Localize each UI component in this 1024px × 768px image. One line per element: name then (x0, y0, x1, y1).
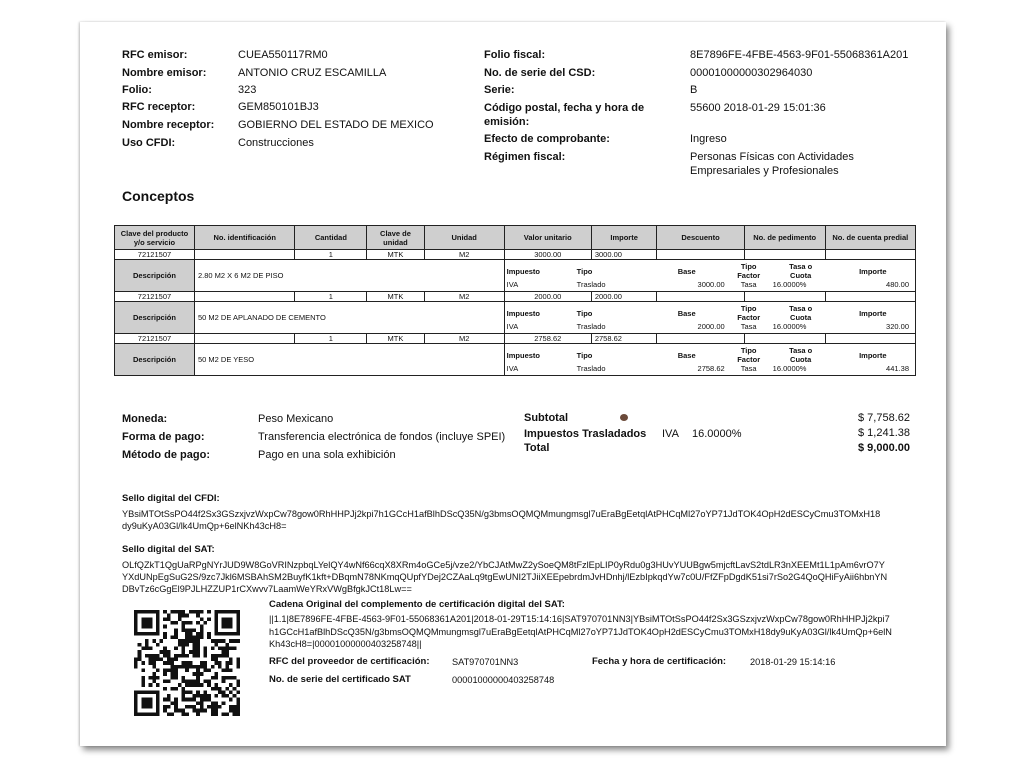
rfc-proveedor-label: RFC del proveedor de certificación: (269, 656, 430, 667)
iva-label: IVA (662, 428, 679, 440)
header-left-value-4: GOBIERNO DEL ESTADO DE MEXICO (238, 119, 434, 131)
tax-base: 2000.00 (697, 322, 725, 331)
sello-cfdi-line2: dy9uKyA03Gl/lk4UmQp+6elNKh43cH8= (122, 521, 287, 531)
total-value: $ 9,000.00 (858, 442, 910, 454)
tax-tipo-factor-header: Tipo Factor (737, 262, 761, 280)
descripcion-label: Descripción (115, 302, 195, 334)
sello-cfdi-label: Sello digital del CFDI: (122, 493, 220, 504)
item-importe: 2758.62 (591, 334, 657, 344)
cp-fecha-label-line1: Código postal, fecha y hora de (484, 102, 645, 114)
serie-label: Serie: (484, 84, 515, 96)
tax-tasa: 16.0000% (772, 280, 807, 289)
payment-label-1: Forma de pago: (122, 431, 205, 443)
item-descripcion: 50 M2 DE YESO (194, 344, 504, 376)
tax-tasa: 16.0000% (772, 322, 807, 331)
header-left-label-1: Nombre emisor: (122, 67, 207, 79)
descripcion-label: Descripción (115, 260, 195, 292)
impuestos-value: $ 1,241.38 (858, 427, 910, 439)
tax-tipo-factor-header: Tipo Factor (737, 346, 761, 364)
rfc-proveedor-value: SAT970701NN3 (452, 657, 519, 667)
tax-tipo: Traslado (576, 364, 606, 373)
header-left-value-5: Construcciones (238, 137, 314, 149)
ink-mark (620, 414, 628, 421)
item-valor-unitario: 2000.00 (504, 292, 591, 302)
col-cuenta-predial-header: No. de cuenta predial (825, 226, 915, 250)
tax-tipo-factor: Tasa (740, 322, 757, 331)
col-no-id-header: No. identificación (194, 226, 295, 250)
col-cantidad-header: Cantidad (295, 226, 367, 250)
item-unidad: M2 (424, 334, 504, 344)
item-tax-cell (504, 344, 915, 376)
conceptos-title: Conceptos (122, 188, 195, 204)
item-cuenta-predial (825, 250, 915, 260)
descripcion-label: Descripción (115, 344, 195, 376)
tax-importe: 320.00 (886, 322, 909, 331)
qr-code-image (134, 610, 240, 716)
cadena-original-label: Cadena Original del complemento de certificación digital del SAT: (269, 599, 565, 610)
conceptos-table (114, 225, 916, 376)
item-detail-row (115, 260, 916, 292)
tax-importe: 441.38 (886, 364, 909, 373)
item-no-id (194, 292, 295, 302)
header-left-value-0: CUEA550117RM0 (238, 49, 328, 61)
item-tax-cell (504, 260, 915, 292)
invoice-page (80, 22, 946, 746)
payment-label-2: Método de pago: (122, 449, 210, 461)
tax-impuesto-header: Impuesto (506, 308, 541, 318)
tax-impuesto: IVA (506, 280, 519, 289)
tax-tipo-factor: Tasa (740, 280, 757, 289)
header-left-label-5: Uso CFDI: (122, 137, 176, 149)
item-importe: 3000.00 (591, 250, 657, 260)
col-descuento-header: Descuento (657, 226, 744, 250)
fecha-certificacion-value: 2018-01-29 15:14:16 (750, 657, 836, 667)
tax-tipo-factor: Tasa (740, 364, 757, 373)
header-left-label-0: RFC emisor: (122, 49, 188, 61)
tax-base: 2758.62 (697, 364, 725, 373)
tax-importe: 480.00 (886, 280, 909, 289)
header-left-value-3: GEM850101BJ3 (238, 101, 319, 113)
tax-base-header: Base (677, 266, 696, 276)
header-left-label-3: RFC receptor: (122, 101, 196, 113)
tax-base-header: Base (677, 350, 696, 360)
tax-impuesto-header: Impuesto (506, 350, 541, 360)
tax-importe-header: Importe (859, 350, 887, 360)
item-row (115, 334, 916, 344)
payment-value-0: Peso Mexicano (258, 413, 334, 425)
fecha-certificacion-label: Fecha y hora de certificación: (592, 656, 727, 667)
sello-sat-label: Sello digital del SAT: (122, 544, 215, 555)
regimen-value-line1: Personas Físicas con Actividades (690, 151, 854, 163)
col-unidad-header: Unidad (424, 226, 504, 250)
item-clave: 72121507 (115, 334, 195, 344)
tax-base-header: Base (677, 308, 696, 318)
tax-impuesto: IVA (506, 364, 519, 373)
item-clave-unidad: MTK (367, 292, 424, 302)
item-descuento (657, 250, 744, 260)
tax-tipo: Traslado (576, 280, 606, 289)
item-tax-table (505, 346, 915, 373)
item-clave-unidad: MTK (367, 250, 424, 260)
item-cantidad: 1 (295, 334, 367, 344)
item-detail-row (115, 344, 916, 376)
col-importe-header: Importe (591, 226, 657, 250)
serie-value: B (690, 84, 698, 96)
item-descuento (657, 334, 744, 344)
item-descripcion: 50 M2 DE APLANADO DE CEMENTO (194, 302, 504, 334)
item-unidad: M2 (424, 292, 504, 302)
item-descripcion: 2.80 M2 X 6 M2 DE PISO (194, 260, 504, 292)
col-clave-header: Clave del producto y/o servicio (115, 226, 195, 250)
item-tax-cell (504, 302, 915, 334)
regimen-value-line2: Empresariales y Profesionales (690, 165, 839, 177)
item-cuenta-predial (825, 334, 915, 344)
tax-impuesto-header: Impuesto (506, 266, 541, 276)
payment-label-0: Moneda: (122, 413, 168, 425)
item-row (115, 292, 916, 302)
tax-tasa: 16.0000% (772, 364, 807, 373)
folio-fiscal-label: Folio fiscal: (484, 49, 546, 61)
tax-tipo-header: Tipo (576, 350, 593, 360)
payment-value-1: Transferencia electrónica de fondos (incluye SPEI) (258, 431, 506, 443)
item-cantidad: 1 (295, 250, 367, 260)
serie-csd-label: No. de serie del CSD: (484, 67, 596, 79)
tax-base: 3000.00 (697, 280, 725, 289)
cp-fecha-value: 55600 2018-01-29 15:01:36 (690, 102, 826, 114)
tax-tasa-header: Tasa o Cuota (789, 346, 813, 364)
item-pedimento (744, 334, 825, 344)
subtotal-value: $ 7,758.62 (858, 412, 910, 424)
iva-rate: 16.0000% (692, 428, 742, 440)
header-left-value-1: ANTONIO CRUZ ESCAMILLA (238, 67, 387, 79)
sello-cfdi-line1: YBsiMTOtSsPO44f2Sx3GSzxjvzWxpCw78gow0RhHHPJj2kpi7h1GCcH1afBlhDScQ35N/g3bmsOQMQMmungmsgl7uEraBgEetqlAtPHCqMl27oYP71JdTOK4OpH2dESCyCmu3TOMxH18 (122, 509, 881, 519)
tax-tipo-header: Tipo (576, 308, 593, 318)
item-importe: 2000.00 (591, 292, 657, 302)
item-clave: 72121507 (115, 292, 195, 302)
tax-tasa-header: Tasa o Cuota (789, 304, 813, 322)
tax-tipo-factor-header: Tipo Factor (737, 304, 761, 322)
tax-impuesto: IVA (506, 322, 519, 331)
regimen-label: Régimen fiscal: (484, 151, 566, 163)
item-no-id (194, 250, 295, 260)
serie-csd-value: 00001000000302964030 (690, 67, 813, 79)
sello-sat-line1: OLfQZkT1QgUaRPgNYrJUD9W8GoVRINzpbqLYelQY4wNf66cqX8XRm4oGCe5j/vze2/YbCJAtMwZ2ySoeQM8tFzlEpLIP0yRdu0g3HUvYUUBgw5mjcftLavS2tdLR3nXEEMt1L1pAm6vrO7Y (122, 560, 885, 570)
folio-fiscal-value: 8E7896FE-4FBE-4563-9F01-55068361A201 (690, 49, 909, 61)
efecto-label: Efecto de comprobante: (484, 133, 610, 145)
col-valor-unitario-header: Valor unitario (504, 226, 591, 250)
item-cantidad: 1 (295, 292, 367, 302)
item-pedimento (744, 250, 825, 260)
subtotal-label: Subtotal (524, 412, 568, 424)
serie-certificado-sat-value: 00001000000403258748 (452, 675, 555, 685)
col-pedimento-header: No. de pedimento (744, 226, 825, 250)
efecto-value: Ingreso (690, 133, 727, 145)
item-cuenta-predial (825, 292, 915, 302)
serie-certificado-sat-label: No. de serie del certificado SAT (269, 674, 411, 685)
item-unidad: M2 (424, 250, 504, 260)
sello-sat-line2: YXdUNpEgSuG2S/9zc7Jkl6MSBAhSM2BuyfK1kft+DBqmN78NKmqQUpfYDej2CZAaLq9tgEwUNI2TJiiXEEpebrdmJvHDnhj/lEzbIpkqdYw7c0U/FfZFpDgdK51si7rSo2G4QoQHiFyAii6hbnYN (122, 572, 888, 582)
tax-tipo: Traslado (576, 322, 606, 331)
item-row (115, 250, 916, 260)
total-label: Total (524, 442, 550, 454)
cp-fecha-label-line2: emisión: (484, 116, 530, 128)
header-left-label-4: Nombre receptor: (122, 119, 215, 131)
table-header-row (115, 226, 916, 250)
item-descuento (657, 292, 744, 302)
cadena-original-line3: Kh43cH8=|00001000000403258748|| (269, 639, 422, 649)
item-tax-table (505, 262, 915, 289)
tax-importe-header: Importe (859, 266, 887, 276)
item-clave-unidad: MTK (367, 334, 424, 344)
tax-tipo-header: Tipo (576, 266, 593, 276)
item-pedimento (744, 292, 825, 302)
item-detail-row (115, 302, 916, 334)
item-tax-table (505, 304, 915, 331)
sello-sat-line3: DBvTz6cGgEl9PJLHZZUP1rCXwvv7LaamWeYRxVWgBfgkJCt18Lw== (122, 584, 412, 594)
tax-importe-header: Importe (859, 308, 887, 318)
item-valor-unitario: 3000.00 (504, 250, 591, 260)
item-no-id (194, 334, 295, 344)
item-clave: 72121507 (115, 250, 195, 260)
cadena-original-line2: h1GCcH1afBlhDScQ35N/g3bmsOQMQMmungmsgl7uEraBgEetqlAtPHCqMl27oYP71JdTOK4OpH2dESCyCmu3TOMxH18dy9uKyA03Gl/lk4UmQp+6elN (269, 627, 892, 637)
header-left-label-2: Folio: (122, 84, 152, 96)
payment-value-2: Pago en una sola exhibición (258, 449, 396, 461)
cadena-original-line1: ||1.1|8E7896FE-4FBE-4563-9F01-55068361A201|2018-01-29T15:14:16|SAT970701NN3|YBsiMTOtSsPO44f2Sx3GSzxjvzWxpCw78gow0RhHHPJj2kpi7 (269, 614, 890, 624)
col-clave-unidad-header: Clave de unidad (367, 226, 424, 250)
header-left-value-2: 323 (238, 84, 257, 96)
item-valor-unitario: 2758.62 (504, 334, 591, 344)
impuestos-label: Impuestos Trasladados (524, 428, 647, 440)
tax-tasa-header: Tasa o Cuota (789, 262, 813, 280)
